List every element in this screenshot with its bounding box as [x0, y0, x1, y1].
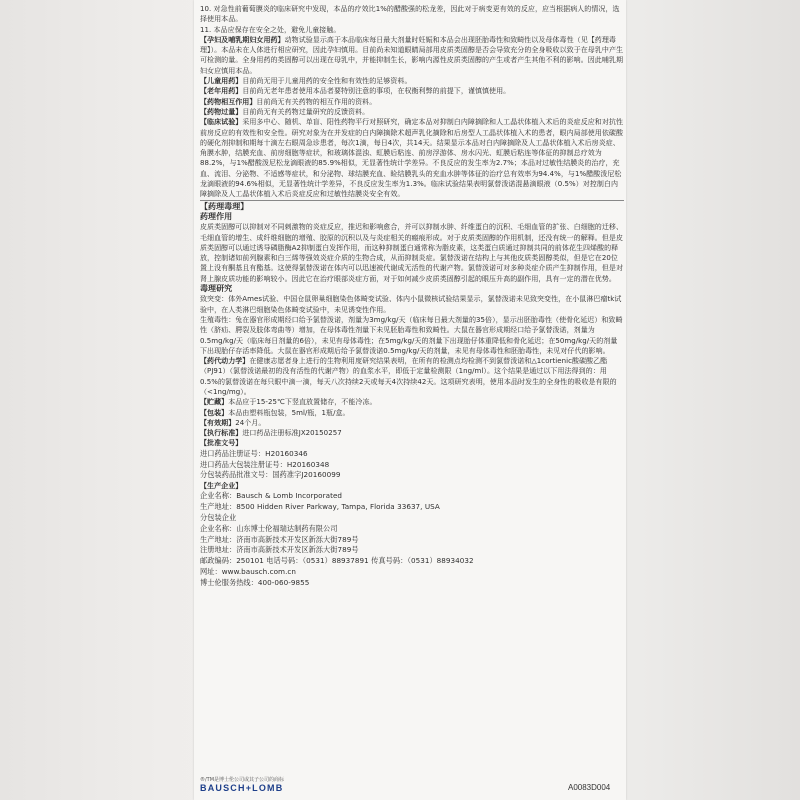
para-text: 11. 本品应保存在安全之处，避免儿童接触。: [200, 25, 341, 34]
section-text: 目前尚无有关药物过量研究的反馈资料。: [242, 107, 370, 116]
section-package: [200, 408, 624, 418]
section-storage: [200, 397, 624, 407]
para-text: 10. 对急性前葡萄膜炎的临床研究中发现，本品的疗效比1%的醋酸强的松龙差，因此对于病变更有效的反应，应当根据病人的情况，选择使用本品。: [200, 5, 620, 24]
manufacturer-heading: 【生产企业】: [200, 482, 243, 491]
section-label: 【贮藏】: [200, 398, 229, 407]
para-10: [200, 4, 624, 25]
section-text: 在健康志愿者身上进行的生物利用度研究结果表明，在所有的检测点均检测不到氯替泼诺和△1cortienic酸碳酸乙酯（PJ91）（氯替泼诺最初的没有活性的代谢产物）的血浆水平，即低于定量检测限（1ng/ml）。这个结果是通过以下用法得到的：用0.5%的氯替泼诺在每只眼中滴一滴，每天八次持续2天或每天4次持续42天。这项研究表明，使用本品时发生的全身性的吸收是有限的（<1ng/mg）。: [200, 357, 617, 396]
section-text: 目前尚无老年患者使用本品者要特别注意的事项，在权衡利弊的前提下，谨慎慎使用。: [242, 87, 511, 96]
leaflet-text: [200, 4, 624, 589]
section-pharmacokinetics: [200, 356, 624, 397]
section-pregnancy: [200, 35, 624, 76]
section-validity: [200, 418, 624, 428]
section-text: 动物试验显示高于本品临床每日最大剂量时妊娠和本品会出现胚胎毒性和致畸性以及母体毒性（见【药理毒理】）。本品未在人体进行相应研究，因此孕妇慎用。目前尚未知道眼睛局部用皮质类固醇是否会导致充分的全身吸收以致于在母乳中产生可检测的量。全身用药的类固醇可以出现在母乳中，并能抑制生长，影响内源性皮质类固醇的产生或者产生其他不利的影响。因此哺乳期妇女应慎用本品。: [200, 35, 624, 75]
section-label: 【儿童用药】: [200, 77, 243, 86]
section-label: 【包装】: [200, 408, 229, 417]
section-pharmacology-heading: [200, 200, 624, 212]
section-text: 本品由塑料瓶包装，5ml/瓶，1瓶/盒。: [228, 408, 350, 417]
section-label: 【孕妇及哺乳期妇女用药】: [200, 35, 285, 44]
section-label: 【药物相互作用】: [200, 97, 257, 106]
reproductive-toxicity-text: [200, 315, 624, 356]
toxicology-subheading: [200, 284, 624, 294]
manufacturer-line: 分包装企业: [200, 513, 237, 523]
section-text: 采用多中心、随机、单盲、阳性药物平行对照研究，确定本品对抑制白内障摘除和人工晶状体植入术后的炎症反应和对抗性前房反应的有效性和安全性。研究对象为在并发症的白内障摘除术超声乳化摘除和后房型人工晶状体植入术的患者，眼内局部使用依碳酸的硬化剂抑制和期每十滴左右眼周急诊患者，每次1滴，每日4次，共14天。结果显示本品对白内障摘除及人工晶状体植入术后房炎症、角膜水肿，结膜充血、前房细胞等症状，和玻璃体混浊、虹膜后粘连、前房浮游体、房水闪光、虹膜后粘连等体征的抑制总疗效为88.2%，与1%醋酸泼尼松龙滴眼液的85.9%相似，无显著性统计学差异。不良反应的发生率为2.7%；本品对过敏性结膜炎的治疗，充血、流泪、分泌物、不适感等症状，和分泌物、球结膜充血、睑结膜乳头的充血水肿等体征的治疗总有效率为94.4%，与1%醋酸泼尼松龙滴眼液的94.6%相似，无显著性统计学差异，不良反应发生率为1.3%。临床试验结果表明氯替泼诺混悬滴眼液（0.5%）对控制白内障摘除及人工晶状体植入术后炎症反应和过敏性结膜炎安全有效。: [200, 118, 624, 199]
section-text: 皮质类固醇可以抑制对不同刺激物的炎症反应，推迟和影响愈合，并可以抑制水肿、纤维蛋白的沉积、毛细血管的扩张、白细胞的迁移、毛细血管的增生、成纤维细胞的增殖、胶原的沉积以及与炎症相关的瘢痕形成。对于皮质类固醇的作用机制，还没有统一的解释。但是皮质类固醇可以通过诱导磷脂酶A2抑制蛋白发挥作用，而这种抑制蛋白通常称为脂皮素，这类蛋白质通过抑制共同的前体花生四烯酸的释放，控制诸如前列腺素和白三烯等强效炎症介质的生物合成，从而抑制炎症。氯替泼诺在结构上与其他皮质类固醇类似，但是它在20位置上没有酮基且有酯基。这使得氯替泼诺在体内可以迅速被代谢成无活性的代谢产物。氯替泼诺可对多种炎症介质产生抑制作用，但是对肾上腺皮质功能的影响较小。因此它在治疗眼部炎症方面，对于如何减少皮质类固醇引起的眼压升高的副作用，具有一定的潜在优势。: [200, 223, 623, 283]
section-text: 生殖毒性：兔在器官形成期经口给予氯替泼诺，剂量为3mg/kg/天（临床每日最大剂量的35倍），显示出胚胎毒性（使骨化延迟）和致畸性（脐疝、腭裂及肢体弯曲等）增加，在母体毒性剂量下未见胚胎毒性和致畸性。大鼠在器官形成期经口给予氯替泼诺，剂量为0.5mg/kg/天（临床每日剂量的6倍），未见有母体毒性；在5mg/kg/天的剂量下出现胎仔体重降低和骨化延迟；在50mg/kg/天的剂量下出现胎仔存活率降低。大鼠在器官形成期后给予氯替泼诺0.5mg/kg/天的剂量，未见有母体毒性和胚胎毒性，未见对仔代的影响。: [200, 315, 623, 355]
brand-logo: BAUSCH+LOMB: [200, 783, 284, 793]
approval-line: 进口药品大包装注册证号：H20160348: [200, 459, 330, 469]
manufacturer-line: 注册地址：济南市高新技术开发区新泺大街789号: [200, 545, 359, 555]
approval-line: 进口药品注册证号：H20160346: [200, 448, 308, 458]
section-interactions: [200, 97, 624, 107]
section-text: 致突变：体外Ames试验、中国仓鼠卵巢细胞染色体畸变试验、体内小鼠微核试验结果显示，氯替泼诺未见致突变性，在小鼠淋巴瘤tk试验中，在人类淋巴细胞染色体畸变试验中，未见诱变性作用。: [200, 295, 622, 314]
trademark-note: ®/TM是博士伦公司或其子公司的商标: [200, 777, 285, 783]
manufacturer-line: 邮政编码：250101 电话号码：（0531）88937891 传真号码：（0531）88934032: [200, 556, 474, 566]
section-label: 【药理毒理】: [200, 201, 249, 211]
section-label: 【执行标准】: [200, 429, 243, 438]
section-text: 本品应于15-25℃下竖直放置储存，不能冷冻。: [228, 398, 377, 407]
section-approval: [200, 438, 624, 448]
section-text: 进口药品注册标准JX20150257: [242, 429, 342, 438]
section-text: 24个月。: [235, 418, 266, 427]
manufacturer-line: 企业名称：Bausch & Lomb Incorporated: [200, 491, 343, 501]
approval-line: 分包装药品批准文号：国药准字J20160099: [200, 470, 341, 480]
section-elderly: [200, 86, 624, 96]
section-label: 【药代动力学】: [200, 357, 250, 366]
section-clinical-trials: [200, 117, 624, 199]
section-label: 【临床试验】: [200, 118, 243, 127]
para-11: [200, 25, 624, 35]
manufacturer-line: 生产地址：济南市高新技术开发区新泺大街789号: [200, 534, 359, 544]
section-label: 【药物过量】: [200, 107, 243, 116]
section-text: 目前尚无用于儿童用药的安全性和有效性的足够资料。: [242, 77, 412, 86]
mutagenicity-text: [200, 294, 624, 315]
section-children: [200, 76, 624, 86]
section-label: 【老年用药】: [200, 87, 243, 96]
section-text: 目前尚无有关药物的相互作用的资料。: [256, 97, 377, 106]
section-overdose: [200, 107, 624, 117]
subsection-label: 毒理研究: [200, 284, 233, 294]
manufacturer-line: 企业名称：山东博士伦福瑞达制药有限公司: [200, 523, 338, 533]
manufacturer-line: 博士伦服务热线：400-060-9855: [200, 577, 310, 587]
subsection-label: 药理作用: [200, 211, 233, 221]
section-standard: [200, 428, 624, 438]
pharmacology-subheading: [200, 212, 624, 222]
section-label: 【批准文号】: [200, 439, 243, 448]
pharmacology-text: [200, 222, 624, 284]
manufacturer-line: 生产地址：8500 Hidden River Parkway, Tampa, Florida 33637, USA: [200, 502, 440, 512]
section-label: 【有效期】: [200, 418, 236, 427]
manufacturer-line: 网址：www.bausch.com.cn: [200, 567, 297, 577]
document-code: A0083D004: [568, 783, 611, 792]
